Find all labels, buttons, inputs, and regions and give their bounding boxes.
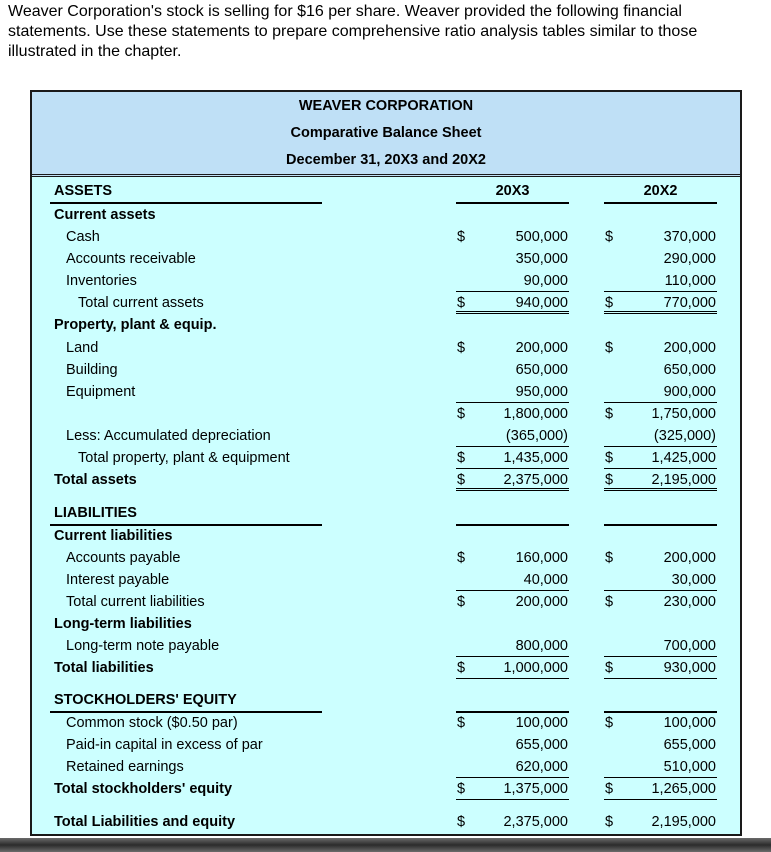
table-row — [32, 359, 740, 381]
row-label: Total stockholders' equity — [54, 781, 233, 797]
table-row — [32, 403, 740, 425]
value-20x2: 370,000 — [663, 229, 716, 245]
statement-dates: December 31, 20X3 and 20X2 — [286, 152, 486, 168]
row-label: Land — [66, 340, 99, 356]
dollar-sign: $ — [605, 295, 614, 311]
row-label: Building — [66, 362, 118, 378]
value-20x2: 2,195,000 — [651, 472, 716, 488]
value-20x3: 2,375,000 — [503, 472, 568, 488]
dollar-sign: $ — [605, 660, 614, 676]
dollar-sign: $ — [457, 594, 466, 610]
table-row — [32, 811, 740, 833]
table-row — [32, 778, 740, 800]
value-20x3: 1,435,000 — [503, 450, 568, 466]
table-row — [32, 591, 740, 613]
value-20x2: 1,265,000 — [651, 781, 716, 797]
dollar-sign: $ — [457, 340, 466, 356]
row-label: Current liabilities — [54, 528, 173, 544]
equity-heading: STOCKHOLDERS' EQUITY — [54, 692, 237, 708]
balance-sheet — [30, 90, 742, 836]
value-20x2: 510,000 — [663, 759, 716, 775]
table-row — [32, 425, 740, 447]
row-label: Total Liabilities and equity — [54, 814, 236, 830]
dollar-sign: $ — [605, 594, 614, 610]
row-label: Less: Accumulated depreciation — [66, 428, 271, 444]
dollar-sign: $ — [457, 472, 466, 488]
dollar-sign: $ — [457, 295, 466, 311]
dollar-sign: $ — [457, 450, 466, 466]
table-row — [32, 381, 740, 403]
table-row — [32, 447, 740, 469]
row-label: Long-term liabilities — [54, 616, 192, 632]
dollar-sign: $ — [605, 229, 614, 245]
table-row — [32, 525, 740, 547]
dollar-sign: $ — [457, 550, 466, 566]
value-20x3: 650,000 — [515, 362, 568, 378]
dollar-sign: $ — [605, 472, 614, 488]
value-20x2: 230,000 — [663, 594, 716, 610]
value-20x3: 1,800,000 — [503, 406, 568, 422]
dollar-sign: $ — [457, 781, 466, 797]
value-20x3: 800,000 — [515, 638, 568, 654]
value-20x3: 620,000 — [515, 759, 568, 775]
statement-title: Comparative Balance Sheet — [290, 125, 482, 141]
value-20x3: 1,375,000 — [503, 781, 568, 797]
row-label: Common stock ($0.50 par) — [66, 715, 238, 731]
row-label: Paid-in capital in excess of par — [66, 737, 263, 753]
row-label: Total liabilities — [54, 660, 154, 676]
value-20x2: 650,000 — [663, 362, 716, 378]
dollar-sign: $ — [605, 340, 614, 356]
dollar-sign: $ — [605, 715, 614, 731]
dollar-sign: $ — [457, 814, 466, 830]
value-20x2: 110,000 — [664, 273, 716, 289]
problem-text: Weaver Corporation's stock is selling for $16 per share. Weaver provided the following financial statements. Use these statements to prepare comprehensive ratio analysis tables similar to those illustrated in the chapter. — [8, 3, 698, 60]
table-row — [32, 502, 740, 524]
value-20x3: 500,000 — [515, 229, 568, 245]
column-header-row — [32, 180, 740, 202]
value-20x3: 90,000 — [523, 273, 568, 289]
row-label: Total current assets — [78, 295, 204, 311]
table-row — [32, 613, 740, 635]
value-20x2: 290,000 — [663, 251, 716, 267]
row-label: Total property, plant & equipment — [78, 450, 290, 466]
dollar-sign: $ — [605, 781, 614, 797]
dollar-sign: $ — [605, 406, 614, 422]
table-row — [32, 204, 740, 226]
dollar-sign: $ — [605, 814, 614, 830]
year-20x3-heading: 20X3 — [495, 183, 530, 199]
table-row — [32, 469, 740, 491]
table-row — [32, 635, 740, 657]
dollar-sign: $ — [457, 229, 466, 245]
value-20x2: 30,000 — [671, 572, 716, 588]
table-row — [32, 248, 740, 270]
value-20x3: 100,000 — [515, 715, 568, 731]
value-20x2: 1,425,000 — [651, 450, 716, 466]
table-row — [32, 689, 740, 711]
dollar-sign: $ — [605, 550, 614, 566]
value-20x3: 40,000 — [523, 572, 568, 588]
dollar-sign: $ — [605, 450, 614, 466]
table-row — [32, 734, 740, 756]
value-20x2: 100,000 — [663, 715, 716, 731]
value-20x2: 1,750,000 — [651, 406, 716, 422]
value-20x3: 655,000 — [515, 737, 568, 753]
row-label: Inventories — [66, 273, 137, 289]
value-20x3: 1,000,000 — [503, 660, 568, 676]
value-20x3: 160,000 — [515, 550, 568, 566]
row-label: Property, plant & equip. — [54, 317, 217, 333]
row-label: Equipment — [66, 384, 136, 400]
liabilities-heading: LIABILITIES — [54, 505, 137, 521]
table-row — [32, 547, 740, 569]
dollar-sign: $ — [457, 406, 466, 422]
assets-heading: ASSETS — [54, 183, 113, 199]
value-20x3: 350,000 — [515, 251, 568, 267]
row-label: Long-term note payable — [66, 638, 220, 654]
table-row — [32, 657, 740, 679]
value-20x2: 700,000 — [663, 638, 716, 654]
value-20x3: 200,000 — [515, 594, 568, 610]
value-20x2: 2,195,000 — [651, 814, 716, 830]
row-label: Total assets — [54, 472, 137, 488]
value-20x3: 950,000 — [515, 384, 568, 400]
table-row — [32, 756, 740, 778]
value-20x2: (325,000) — [653, 428, 716, 444]
value-20x2: 770,000 — [663, 295, 716, 311]
dollar-sign: $ — [457, 660, 466, 676]
value-20x2: 200,000 — [663, 550, 716, 566]
row-label: Total current liabilities — [66, 594, 205, 610]
value-20x3: 200,000 — [515, 340, 568, 356]
table-row — [32, 314, 740, 336]
value-20x2: 200,000 — [663, 340, 716, 356]
value-20x2: 655,000 — [663, 737, 716, 753]
dollar-sign: $ — [457, 715, 466, 731]
row-label: Cash — [66, 229, 100, 245]
sheet-header — [32, 92, 740, 177]
table-row — [32, 712, 740, 734]
row-label: Accounts receivable — [66, 251, 196, 267]
value-20x3: 940,000 — [515, 295, 568, 311]
table-row — [32, 337, 740, 359]
value-20x3: (365,000) — [505, 428, 568, 444]
value-20x2: 930,000 — [663, 660, 716, 676]
table-row — [32, 292, 740, 314]
year-20x2-heading: 20X2 — [643, 183, 678, 199]
company-name: WEAVER CORPORATION — [298, 98, 474, 114]
table-row — [32, 226, 740, 248]
value-20x3: 2,375,000 — [503, 814, 568, 830]
window-bottom-bar — [0, 838, 771, 852]
row-label: Accounts payable — [66, 550, 181, 566]
row-label: Current assets — [54, 207, 156, 223]
row-label: Retained earnings — [66, 759, 184, 775]
value-20x2: 900,000 — [663, 384, 716, 400]
table-row — [32, 569, 740, 591]
table-row — [32, 270, 740, 292]
row-label: Interest payable — [66, 572, 170, 588]
